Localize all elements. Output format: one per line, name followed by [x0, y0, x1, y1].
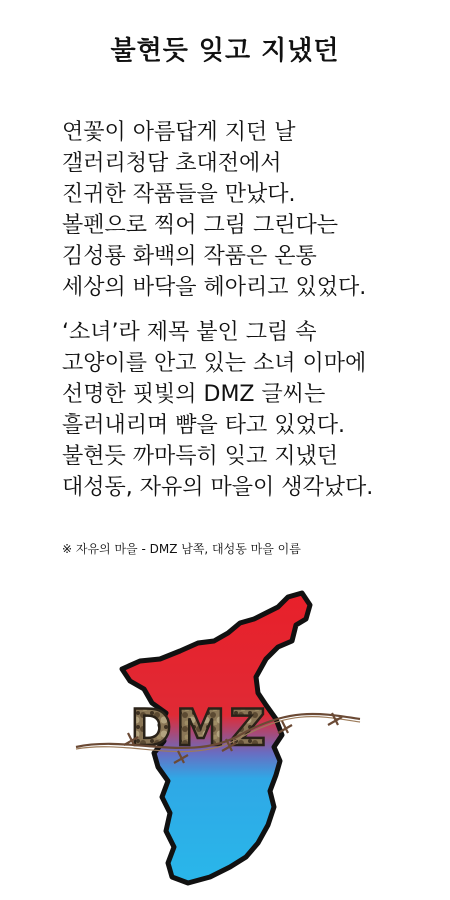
poem-line: 대성동, 자유의 마을이 생각났다. [62, 475, 374, 500]
poem-stanza-2 [62, 317, 432, 503]
poem-stanza-1 [62, 117, 432, 303]
poem-line: 갤러리청담 초대전에서 [62, 151, 282, 176]
poem-line: 볼펜으로 찍어 그림 그린다는 [62, 213, 339, 238]
poem-line: ‘소녀’라 제목 붙인 그림 속 [62, 320, 317, 345]
korea-map-illustration [70, 585, 380, 895]
poem-line: 김성룡 화백의 작품은 온통 [62, 244, 317, 269]
poem-line: 세상의 바닥을 헤아리고 있었다. [62, 275, 367, 300]
footnote: ※ 자유의 마을 - DMZ 남쪽, 대성동 마을 이름 [62, 542, 301, 556]
poem-line: 연꽃이 아름답게 지던 날 [62, 120, 296, 145]
poem-line: 흘러내리며 뺨을 타고 있었다. [62, 413, 345, 438]
poem-line: 고양이를 안고 있는 소녀 이마에 [62, 351, 367, 376]
dmz-label [130, 699, 270, 757]
poem-line: 진귀한 작품들을 만났다. [62, 182, 296, 207]
page-title: 불현듯 잊고 지냈던 [110, 36, 340, 66]
dmz-letters: DMZ [130, 699, 270, 757]
korea-peninsula-map-icon [70, 585, 380, 895]
poem-line: 불현듯 까마득히 잊고 지냈던 [62, 444, 339, 469]
poem-line: 선명한 핏빛의 DMZ 글씨는 [62, 382, 326, 407]
